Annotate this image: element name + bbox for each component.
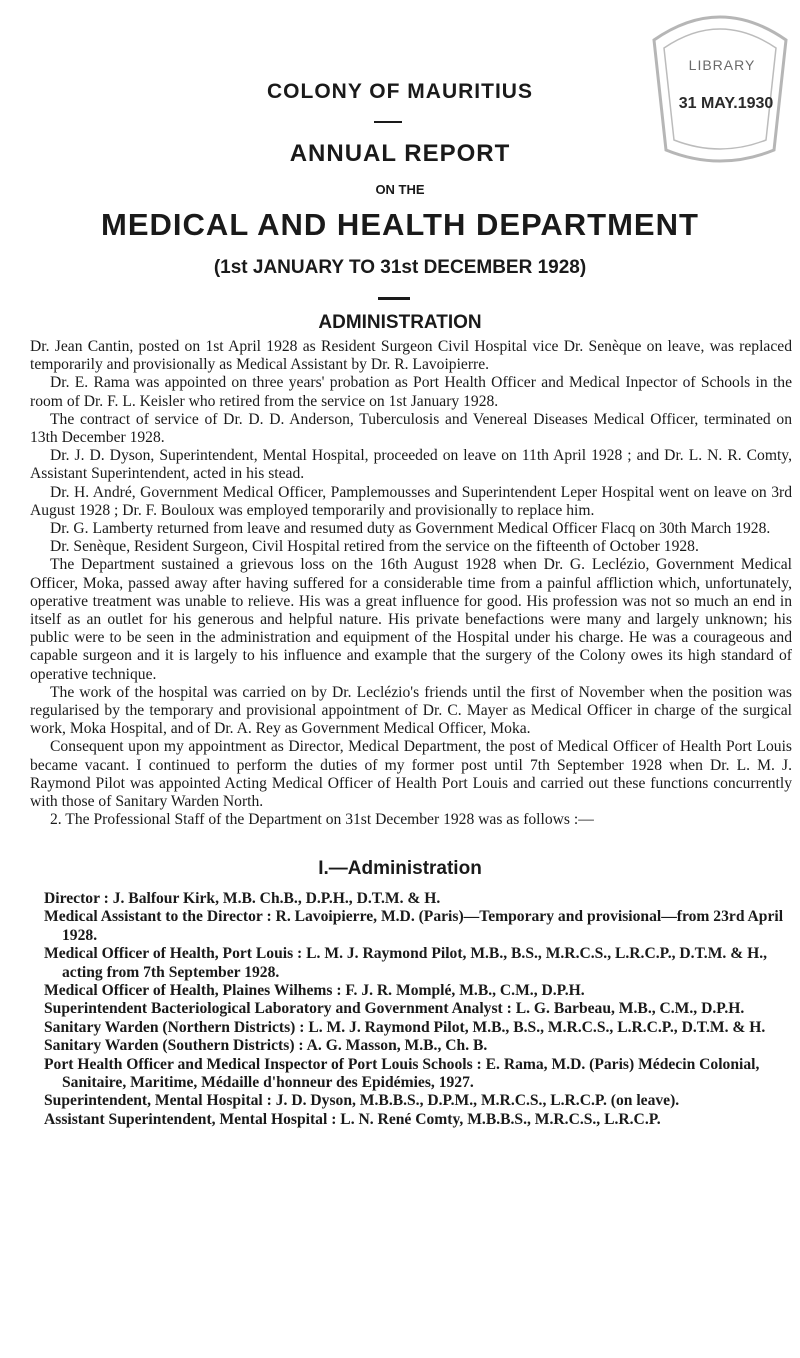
paragraph: The contract of service of Dr. D. D. Anderson, Tuberculosis and Venereal Diseases Medical Officer, terminated on 13th December 1928. [30, 410, 792, 447]
report-title: ANNUAL REPORT [289, 140, 511, 167]
staff-entry: Superintendent, Mental Hospital : J. D. Dyson, M.B.B.S., D.P.M., M.R.C.S., L.R.C.P. (on leave). [44, 1092, 680, 1110]
colony-title: COLONY OF MAURITIUS [267, 80, 533, 103]
paragraph: The work of the hospital was carried on by Dr. Leclézio's friends until the first of November when the position was regularised by the temporary and provisional appointment of Dr. C. Mayer as Medical Officer in charge of the surgical work, Moka Hospital, and of Dr. A. Rey as Government Medical Officer, Moka. [30, 683, 792, 738]
paragraph: The Department sustained a grievous loss on the 16th August 1928 when Dr. G. Leclézio, Government Medical Officer, Moka, passed away after having suffered for a considerable time from a painful affliction which, unfortunately, operative treatment was unable to relieve. His was a great influence for good. His profession was not so much an end in itself as an outlet for his generous and helpful nature. His private benefactions were many and largely unknown; his public were to be seen in the administration and equipment of the Hospital under his charge. He was a courageous and capable surgeon and it is largely to his influence and example that the surgery of the Colony owes its high standard of operative technique. [30, 556, 792, 683]
subsection-heading: I.—Administration [318, 858, 482, 879]
staff-entry: Director : J. Balfour Kirk, M.B. Ch.B., D.P.H., D.T.M. & H. [44, 890, 441, 907]
staff-entry: Medical Officer of Health, Plaines Wilhems : F. J. R. Momplé, M.B., C.M., D.P.H. [44, 982, 585, 1000]
paragraph: Dr. J. D. Dyson, Superintendent, Mental Hospital, proceeded on leave on 11th April 1928 ; and Dr. L. N. R. Comty, Assistant Superintendent, acted in his stead. [30, 447, 792, 483]
stamp-date-text: 31 MAY.1930 [678, 95, 774, 112]
paragraph: Dr. H. André, Government Medical Officer, Pamplemousses and Superintendent Leper Hospital went on leave on 3rd August 1928 ; Dr. F. Bouloux was employed temporarily and provisionally to replace him. [30, 483, 792, 519]
paragraph: Dr. E. Rama was appointed on three years' probation as Port Health Officer and Medical Inpector of Schools in the room of Dr. F. L. Keisler who retired from the service on 1st January 1928. [30, 374, 792, 410]
paragraph: 2. The Professional Staff of the Department on 31st December 1928 was as follows :— [50, 811, 594, 829]
divider [374, 121, 402, 123]
staff-entry: Medical Assistant to the Director : R. Lavoipierre, M.D. (Paris)—Temporary and provisional—from 23rd April 1928. [44, 908, 784, 944]
paragraph: Dr. Senèque, Resident Surgeon, Civil Hospital retired from the service on the fifteenth of October 1928. [50, 538, 699, 556]
paragraph: Consequent upon my appointment as Director, Medical Department, the post of Medical Officer of Health Port Louis became vacant. I continued to perform the duties of my former post until 7th September 1928 when Dr. L. M. J. Raymond Pilot was appointed Acting Medical Officer of Health Port Louis and carried out these functions concurrently with those of Sanitary Warden North. [30, 738, 792, 811]
administration-text [30, 338, 792, 829]
staff-entry: Medical Officer of Health, Port Louis : L. M. J. Raymond Pilot, M.B., B.S., M.R.C.S., L.R.C.P., D.T.M. & H., acting from 7th September 1928. [44, 945, 768, 981]
divider [378, 297, 410, 300]
stamp-library-text: LIBRARY [688, 57, 756, 73]
staff-entry: Port Health Officer and Medical Inspector of Port Louis Schools : E. Rama, M.D. (Paris) Médecin Colonial, Sanitaire, Maritime, Médaille d'honneur des Epidémies, 1927. [44, 1055, 760, 1092]
staff-entry: Sanitary Warden (Northern Districts) : L. M. J. Raymond Pilot, M.B., B.S., M.R.C.S., L.R.C.P., D.T.M. & H. [44, 1018, 766, 1036]
department-title: MEDICAL AND HEALTH DEPARTMENT [101, 207, 699, 242]
staff-list [44, 890, 792, 1129]
report-connector: ON THE [375, 182, 425, 197]
staff-entry: Sanitary Warden (Southern Districts) : A. G. Masson, M.B., Ch. B. [44, 1037, 488, 1055]
section-heading: ADMINISTRATION [318, 312, 482, 333]
paragraph: Dr. G. Lamberty returned from leave and resumed duty as Government Medical Officer Flacq on 30th March 1928. [50, 520, 771, 538]
paragraph: Dr. Jean Cantin, posted on 1st April 1928 as Resident Surgeon Civil Hospital vice Dr. Senèque on leave, was replaced temporarily and provisionally as Medical Assistant by Dr. R. Lavoipierre. [30, 338, 792, 374]
staff-entry: Superintendent Bacteriological Laboratory and Government Analyst : L. G. Barbeau, M.B., C.M., D.P.H. [44, 1000, 745, 1018]
staff-entry: Assistant Superintendent, Mental Hospital : L. N. René Comty, M.B.B.S., M.R.C.S., L.R.C.P. [44, 1110, 661, 1128]
report-period: (1st JANUARY TO 31st DECEMBER 1928) [213, 257, 587, 278]
